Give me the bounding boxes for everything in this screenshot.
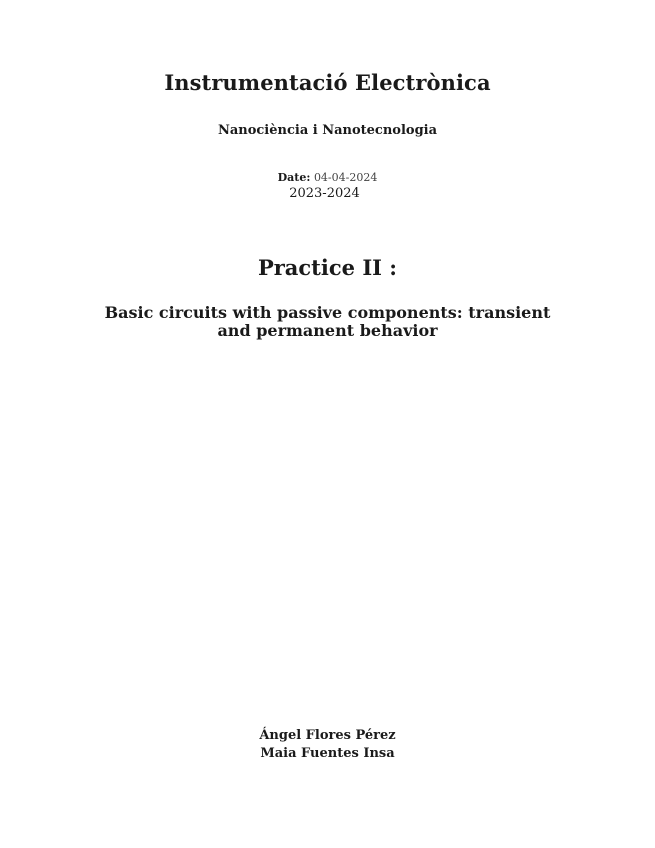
- author-name: Ángel Flores Pérez: [259, 728, 396, 743]
- subtitle-line-1: Basic circuits with passive components: transient: [104, 303, 551, 322]
- date-line: [0, 171, 655, 184]
- academic-year: 2023-2024: [289, 186, 360, 201]
- author-name: Maia Fuentes Insa: [260, 746, 395, 761]
- date-label: Date:: [277, 171, 311, 184]
- subtitle-line-2: and permanent behavior: [217, 321, 438, 340]
- course-title: Instrumentació Electrònica: [164, 70, 491, 95]
- practice-title: Practice II :: [257, 255, 398, 280]
- program-name: Nanociència i Nanotecnologia: [217, 123, 438, 138]
- date-value: 04-04-2024: [313, 171, 378, 184]
- practice-subtitle: [0, 304, 655, 340]
